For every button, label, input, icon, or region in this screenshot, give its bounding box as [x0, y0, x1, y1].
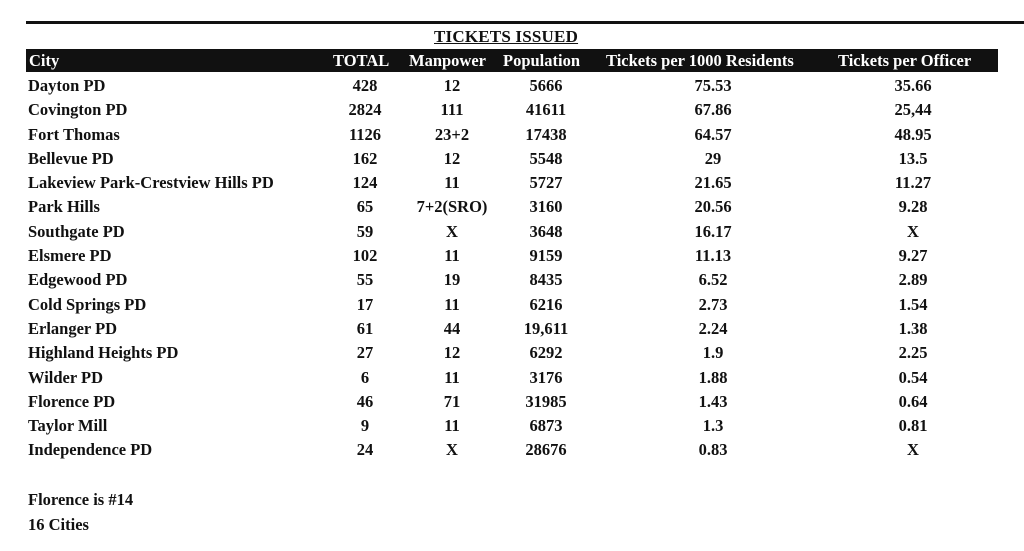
- cell-tickets-per-1000: 0.83: [698, 440, 728, 460]
- cell-tickets-per-officer: 13.5: [898, 148, 928, 168]
- table-row: [0, 147, 1024, 171]
- cell-manpower: 12: [443, 76, 461, 95]
- cell-manpower: 19: [443, 270, 461, 290]
- cell-total: 1126: [348, 124, 382, 144]
- cell-tickets-per-officer: 2.89: [898, 270, 928, 290]
- cell-manpower: 23+2: [434, 124, 470, 144]
- cell-city: Wilder PD: [28, 367, 104, 387]
- cell-tickets-per-1000: 75.53: [694, 76, 732, 95]
- cell-total: 46: [356, 391, 374, 411]
- cell-tickets-per-officer: 11.27: [894, 173, 932, 193]
- cell-total: 428: [352, 76, 378, 95]
- cell-population: 17438: [525, 124, 567, 144]
- cell-city: Florence PD: [28, 391, 116, 411]
- cell-total: 17: [356, 294, 374, 314]
- cell-tickets-per-officer: 1.38: [898, 318, 928, 338]
- cell-manpower: 11: [444, 416, 460, 436]
- table-row: [0, 438, 1024, 462]
- cell-manpower: 12: [443, 343, 461, 363]
- cell-city: Southgate PD: [28, 221, 125, 241]
- table-row: [0, 268, 1024, 292]
- table-row: [0, 98, 1024, 122]
- cell-city: Elsmere PD: [28, 246, 112, 266]
- cell-tickets-per-1000: 1.88: [698, 367, 728, 387]
- cell-population: 19,611: [523, 318, 569, 338]
- cell-tickets-per-officer: 1.54: [898, 294, 928, 314]
- cell-tickets-per-1000: 64.57: [694, 124, 732, 144]
- cell-tickets-per-1000: 2.24: [698, 318, 728, 338]
- header-population: Population: [503, 51, 581, 70]
- cell-population: 3160: [529, 197, 563, 217]
- cell-total: 124: [352, 173, 378, 193]
- cell-tickets-per-officer: 9.28: [898, 197, 928, 217]
- table-row: [0, 74, 1024, 98]
- cell-population: 3176: [529, 367, 563, 387]
- cell-tickets-per-1000: 2.73: [698, 294, 728, 314]
- cell-total: 27: [356, 343, 374, 363]
- top-divider: [26, 21, 1024, 24]
- cell-total: 102: [352, 246, 378, 266]
- cell-tickets-per-1000: 67.86: [694, 100, 732, 120]
- footer-rank-note: Florence is #14: [28, 490, 134, 509]
- cell-tickets-per-officer: X: [907, 221, 919, 241]
- cell-population: 9159: [529, 246, 563, 266]
- cell-manpower: 11: [444, 294, 460, 314]
- cell-manpower: X: [446, 221, 458, 241]
- cell-population: 6873: [529, 416, 563, 436]
- cell-tickets-per-1000: 6.52: [698, 270, 728, 290]
- cell-total: 9: [360, 416, 370, 436]
- cell-tickets-per-officer: X: [907, 440, 919, 460]
- cell-manpower: 11: [444, 246, 460, 266]
- cell-total: 2824: [348, 100, 382, 120]
- cell-city: Taylor Mill: [28, 416, 108, 436]
- cell-manpower: 111: [440, 100, 464, 120]
- cell-tickets-per-1000: 16.17: [694, 221, 732, 241]
- cell-tickets-per-officer: 0.81: [898, 416, 928, 436]
- cell-city: Fort Thomas: [28, 124, 120, 144]
- cell-population: 41611: [525, 100, 567, 120]
- cell-tickets-per-1000: 11.13: [694, 246, 732, 266]
- table-row: [0, 220, 1024, 244]
- footer-count-note: 16 Cities: [28, 515, 89, 534]
- header-manpower: Manpower: [409, 51, 486, 70]
- cell-city: Cold Springs PD: [28, 294, 147, 314]
- cell-total: 59: [356, 221, 374, 241]
- cell-tickets-per-officer: 0.64: [898, 391, 928, 411]
- cell-tickets-per-officer: 2.25: [898, 343, 928, 363]
- cell-total: 55: [356, 270, 374, 290]
- table-row: [0, 293, 1024, 317]
- cell-city: Bellevue PD: [28, 148, 114, 168]
- cell-city: Erlanger PD: [28, 318, 118, 338]
- cell-population: 5666: [529, 76, 563, 95]
- cell-city: Edgewood PD: [28, 270, 128, 290]
- cell-total: 162: [352, 148, 378, 168]
- cell-population: 28676: [525, 440, 567, 460]
- cell-population: 3648: [529, 221, 563, 241]
- cell-manpower: 11: [444, 367, 460, 387]
- cell-tickets-per-1000: 1.9: [702, 343, 724, 363]
- cell-city: Park Hills: [28, 197, 100, 217]
- cell-manpower: 12: [443, 148, 461, 168]
- cell-population: 5727: [529, 173, 563, 193]
- cell-total: 65: [356, 197, 374, 217]
- cell-manpower: 7+2(SRO): [416, 197, 488, 217]
- table-header: [26, 49, 998, 72]
- table-row: [0, 317, 1024, 341]
- cell-manpower: 71: [443, 391, 461, 411]
- header-tickets-per-1000: Tickets per 1000 Residents: [606, 51, 794, 70]
- cell-population: 31985: [525, 391, 567, 411]
- cell-population: 5548: [529, 148, 563, 168]
- table-row: [0, 171, 1024, 195]
- table-row: [0, 195, 1024, 219]
- cell-tickets-per-1000: 1.3: [702, 416, 724, 436]
- cell-tickets-per-officer: 9.27: [898, 246, 928, 266]
- table-title: TICKETS ISSUED: [434, 27, 579, 46]
- cell-population: 6216: [529, 294, 563, 314]
- table-row: [0, 390, 1024, 414]
- table-row: [0, 123, 1024, 147]
- cell-tickets-per-1000: 1.43: [698, 391, 728, 411]
- header-total: TOTAL: [333, 51, 390, 70]
- cell-tickets-per-1000: 20.56: [694, 197, 732, 217]
- cell-manpower: 11: [444, 173, 460, 193]
- table-row: [0, 341, 1024, 365]
- cell-city: Lakeview Park-Crestview Hills PD: [28, 173, 274, 193]
- cell-city: Highland Heights PD: [28, 343, 179, 363]
- cell-tickets-per-officer: 48.95: [894, 124, 932, 144]
- cell-tickets-per-officer: 25,44: [894, 100, 932, 120]
- cell-manpower: X: [446, 440, 458, 460]
- table-row: [0, 244, 1024, 268]
- cell-total: 61: [356, 318, 374, 338]
- cell-tickets-per-1000: 21.65: [694, 173, 732, 193]
- cell-population: 8435: [529, 270, 563, 290]
- cell-population: 6292: [529, 343, 563, 363]
- cell-city: Covington PD: [28, 100, 128, 120]
- cell-total: 24: [356, 440, 374, 460]
- header-city: City: [29, 51, 60, 70]
- cell-tickets-per-officer: 35.66: [894, 76, 932, 95]
- cell-total: 6: [360, 367, 370, 387]
- header-tickets-per-officer: Tickets per Officer: [838, 51, 972, 70]
- table-body: [0, 74, 1024, 463]
- table-row: [0, 366, 1024, 390]
- table-row: [0, 414, 1024, 438]
- cell-manpower: 44: [443, 318, 461, 338]
- cell-city: Independence PD: [28, 440, 153, 460]
- footer-notes: [28, 487, 133, 537]
- cell-tickets-per-officer: 0.54: [898, 367, 928, 387]
- cell-city: Dayton PD: [28, 76, 106, 95]
- cell-tickets-per-1000: 29: [704, 148, 722, 168]
